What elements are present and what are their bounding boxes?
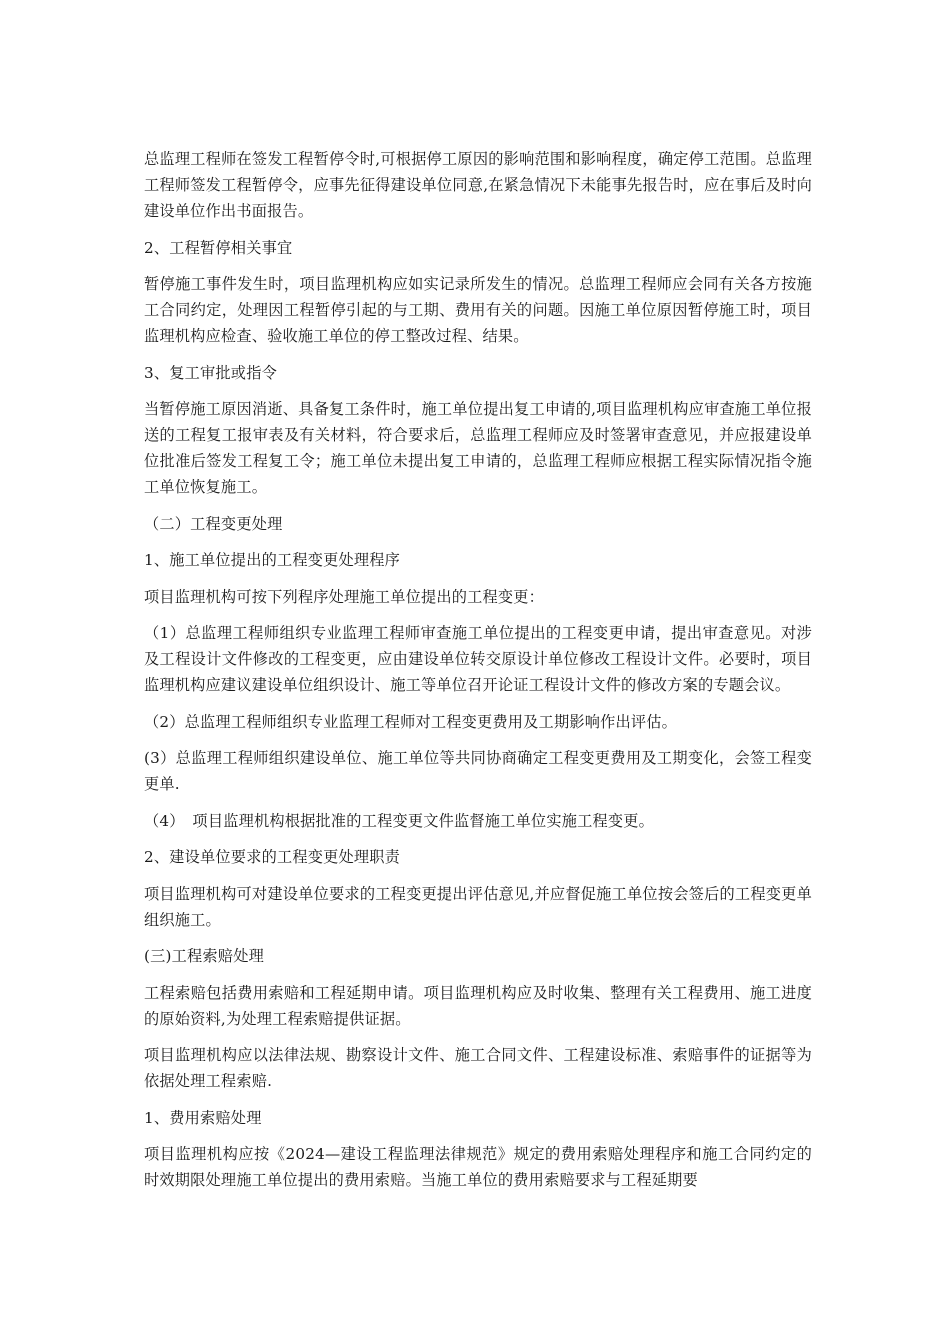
para-owner-change-duty: 项目监理机构可对建设单位要求的工程变更提出评估意见,并应督促施工单位按会签后的工程变更单组织施工。	[144, 884, 812, 929]
para-suspension-scope: 总监理工程师在签发工程暂停令时,可根据停工原因的影响范围和影响程度，确定停工范围。总监理工程师签发工程暂停令，应事先征得建设单位同意,在紧急情况下未能事先报告时，应在事后及时向建设单位作出书面报告。	[144, 150, 812, 220]
para-change-intro: 项目监理机构可按下列程序处理施工单位提出的工程变更：	[144, 587, 545, 606]
para-cost-claims: 项目监理机构应按《2024—建设工程监理法律规范》规定的费用索赔处理程序和施工合同约定的时效期限处理施工单位提出的费用索赔。当施工单位的费用索赔要求与工程延期要	[144, 1145, 812, 1189]
heading-owner-change-duty: 2、建设单位要求的工程变更处理职责	[144, 848, 401, 866]
para-change-step-2: （2）总监理工程师组织专业监理工程师对工程变更费用及工期影响作出评估。	[144, 712, 678, 731]
heading-claims: (三)工程索赔处理	[144, 947, 264, 965]
document-body	[144, 146, 812, 1204]
heading-change-handling: （二）工程变更处理	[144, 514, 283, 533]
para-suspension-matters: 暂停施工事件发生时，项目监理机构应如实记录所发生的情况。总监理工程师应会同有关各方按施工合同约定，处理因工程暂停引起的与工期、费用有关的问题。因施工单位原因暂停施工时，项目监理机构应检查、验收施工单位的停工整改过程、结果。	[144, 275, 812, 345]
para-change-step-1: （1）总监理工程师组织专业监理工程师审查施工单位提出的工程变更申请，提出审查意见。对涉及工程设计文件修改的工程变更，应由建设单位转交原设计单位修改工程设计文件。必要时，项目监理机构应建议建设单位组织设计、施工等单位召开论证工程设计文件的修改方案的专题会议。	[144, 624, 812, 694]
para-change-step-4: （4） 项目监理机构根据批准的工程变更文件监督施工单位实施工程变更。	[144, 811, 655, 830]
para-change-step-3: (3）总监理工程师组织建设单位、施工单位等共同协商确定工程变更费用及工期变化，会签工程变更单.	[144, 749, 812, 793]
para-claims-basis: 项目监理机构应以法律法规、勘察设计文件、施工合同文件、工程建设标准、索赔事件的证据等为依据处理工程索赔.	[144, 1046, 812, 1090]
heading-cost-claims: 1、费用索赔处理	[144, 1108, 262, 1127]
para-resumption: 当暂停施工原因消逝、具备复工条件时，施工单位提出复工申请的,项目监理机构应审查施工单位报送的工程复工报审表及有关材料，符合要求后，总监理工程师应及时签署审查意见，并应报建设单位批准后签发工程复工令；施工单位未提出复工申请的，总监理工程师应根据工程实际情况指令施工单位恢复施工。	[144, 400, 812, 496]
heading-suspension-matters: 2、工程暂停相关事宜	[144, 238, 293, 257]
para-claims-scope: 工程索赔包括费用索赔和工程延期申请。项目监理机构应及时收集、整理有关工程费用、施工进度的原始资料,为处理工程索赔提供证据。	[144, 983, 812, 1028]
heading-contractor-change-procedure: 1、施工单位提出的工程变更处理程序	[144, 551, 401, 569]
heading-resumption: 3、复工审批或指令	[144, 363, 277, 382]
